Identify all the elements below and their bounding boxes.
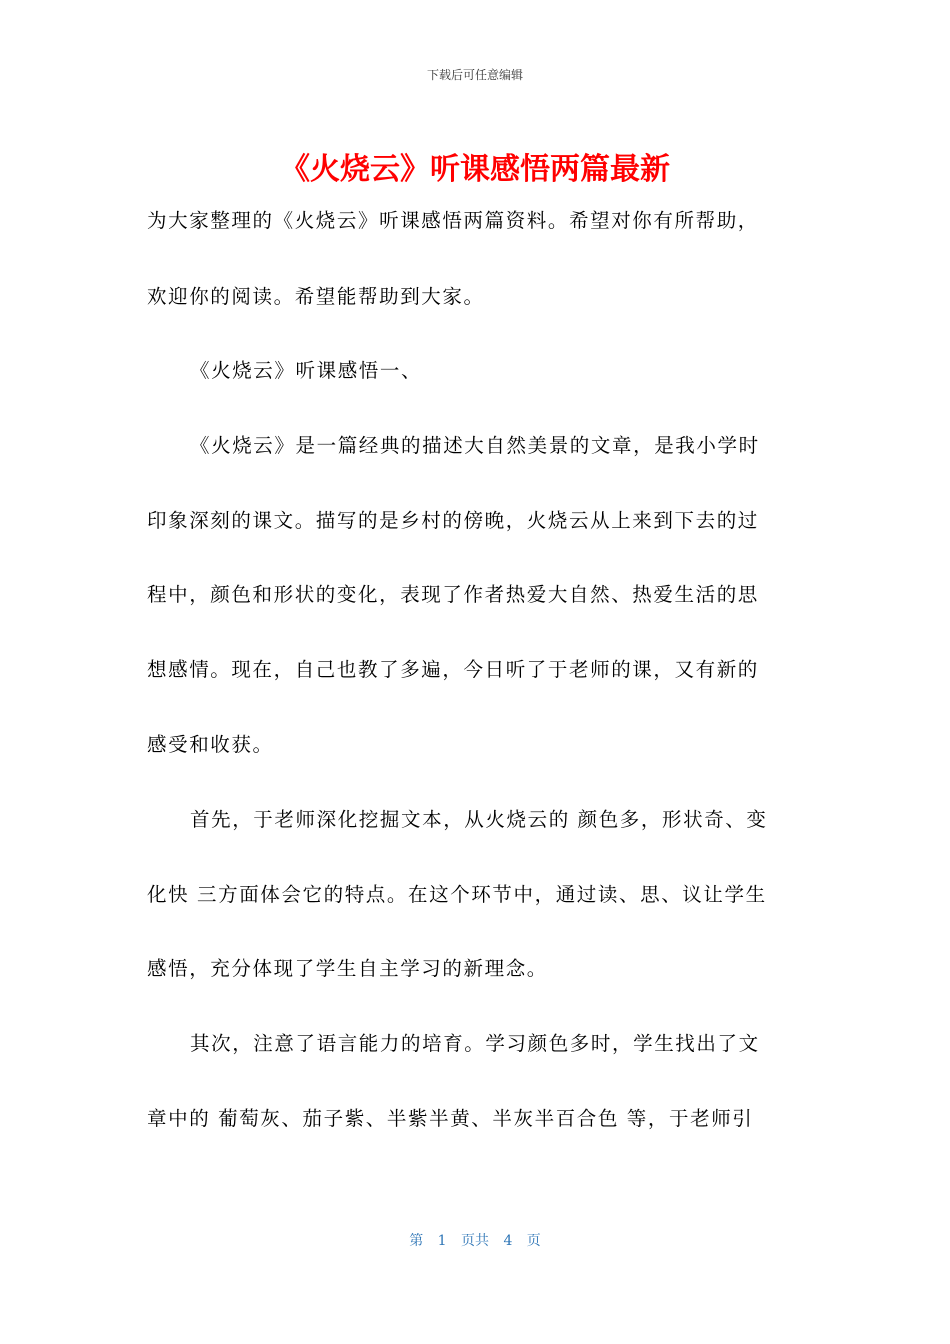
paragraph-line: 想感情。现在，自己也教了多遍，今日听了于老师的课，又有新的 — [147, 658, 759, 681]
paragraph-line: 印象深刻的课文。描写的是乡村的傍晚，火烧云从上来到下去的过 — [147, 509, 759, 532]
paragraph-line: 其次，注意了语言能力的培育。学习颜色多时，学生找出了文 — [190, 1032, 760, 1055]
section-heading: 《火烧云》听课感悟一、 — [190, 359, 423, 382]
paragraph-line: 感受和收获。 — [147, 733, 274, 756]
paragraph-line: 为大家整理的《火烧云》听课感悟两篇资料。希望对你有所帮助， — [147, 209, 759, 232]
paragraph-line: 感悟，充分体现了学生自主学习的新理念。 — [147, 957, 548, 980]
paragraph-line: 首先，于老师深化挖掘文本，从火烧云的 颜色多，形状奇、变 — [190, 808, 768, 831]
page-header: 下载后可任意编辑 — [426, 68, 523, 82]
paragraph-line: 化快 三方面体会它的特点。在这个环节中，通过读、思、议让学生 — [147, 883, 767, 906]
document-title: 《火烧云》听课感悟两篇最新 — [280, 152, 670, 187]
paragraph-line: 章中的 葡萄灰、茄子紫、半紫半黄、半灰半百合色 等，于老师引 — [147, 1107, 754, 1130]
paragraph-line: 《火烧云》是一篇经典的描述大自然美景的文章，是我小学时 — [190, 434, 760, 457]
page-number-footer: 第 1 页共 4 页 — [409, 1233, 541, 1249]
paragraph-line: 程中，颜色和形状的变化，表现了作者热爱大自然、热爱生活的思 — [147, 583, 759, 606]
paragraph-line: 欢迎你的阅读。希望能帮助到大家。 — [147, 285, 485, 308]
